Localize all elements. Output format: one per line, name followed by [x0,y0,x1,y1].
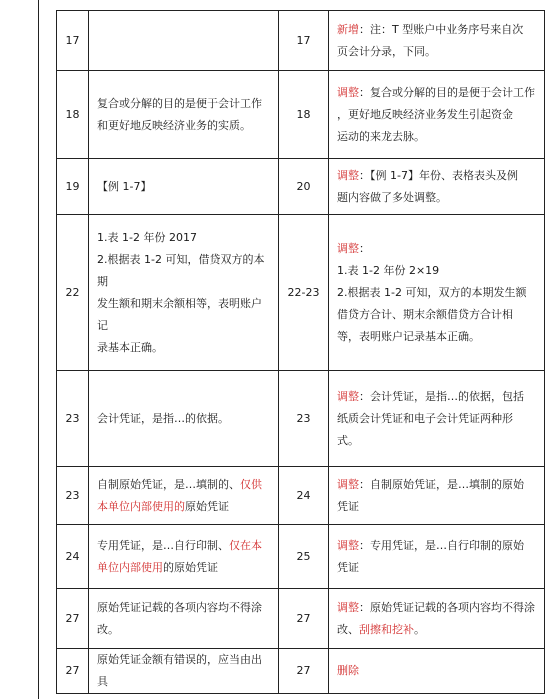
old-content [89,649,279,694]
new-content-line: ：自制原始凭证，是…填制的原始 [359,477,524,491]
new-content-segment: 。 [414,622,425,636]
new-page-number: 24 [279,467,329,525]
new-content-segment: 刮擦和挖补 [359,622,414,636]
change-label: 调整 [337,600,359,614]
new-content-line: 借贷方合计、期末余额借贷方合计相 [337,307,513,321]
new-content-line: 运动的来龙去脉。 [337,129,425,143]
new-content-line: 页会计分录，下同。 [337,44,436,58]
old-content [89,589,279,649]
old-content [89,11,279,71]
change-label: 调整 [337,538,359,552]
old-content-segment: 专用凭证，是…自行印制、 [97,538,229,552]
old-content-line: 录基本正确。 [97,340,163,354]
old-content-segment: 仅供本单位内部使用的 [97,477,262,513]
change-label: 调整 [337,477,359,491]
new-content-line: 式。 [337,433,359,447]
new-content-line: 等，表明账户记录基本正确。 [337,329,480,343]
old-page-number: 23 [57,467,89,525]
new-content-line: 1.表 1-2 年份 2×19 [337,263,440,277]
old-content-segment: 自制原始凭证，是…填制的、 [97,477,240,491]
new-page-number: 23 [279,371,329,467]
old-content [89,215,279,371]
change-label: 调整 [337,241,359,255]
change-label: 新增 [337,22,359,36]
new-content [329,215,545,371]
revision-table [56,10,545,694]
old-content-line: 2.根据表 1-2 可知，借贷双方的本期 [97,252,265,288]
left-margin-line [38,0,39,699]
new-content-line: 2.根据表 1-2 可知，双方的本期发生额 [337,285,527,299]
new-content-line: 题内容做了多处调整。 [337,190,447,204]
old-page-number: 24 [57,525,89,589]
new-content-line: ：专用凭证，是…自行印制的原始 [359,538,524,552]
old-page-number: 17 [57,11,89,71]
new-content [329,159,545,215]
old-content-line: 【例 1-7】 [97,179,152,193]
table-row [57,525,545,589]
new-page-number: 27 [279,649,329,694]
table-row [57,467,545,525]
table-row [57,215,545,371]
old-content [89,525,279,589]
table-row [57,371,545,467]
table-row [57,159,545,215]
old-content-line: 复合或分解的目的是便于会计工作 [97,96,262,110]
table-row [57,649,545,694]
old-content [89,159,279,215]
new-content-line: ：【例 1-7】年份、表格表头及例 [359,168,518,182]
new-content-line: 凭证 [337,499,359,513]
new-content [329,649,545,694]
old-content-line: 会计凭证，是指…的依据。 [97,411,229,425]
old-content-line: 1.表 1-2 年份 2017 [97,230,197,244]
new-page-number: 27 [279,589,329,649]
new-content [329,371,545,467]
new-page-number: 22-23 [279,215,329,371]
old-content [89,371,279,467]
table-row [57,71,545,159]
new-page-number: 17 [279,11,329,71]
change-label: 调整 [337,85,359,99]
old-page-number: 23 [57,371,89,467]
new-page-number: 18 [279,71,329,159]
new-page-number: 25 [279,525,329,589]
new-content [329,525,545,589]
old-page-number: 22 [57,215,89,371]
old-content-segment: 原始凭证 [185,499,229,513]
old-content-line: 原始凭证记载的各项内容均不得涂 [97,600,262,614]
new-content-line: ：注：T 型账户中业务序号来自次 [359,22,524,36]
table-row [57,11,545,71]
old-page-number: 19 [57,159,89,215]
new-content-line: ： [359,241,370,255]
old-content-line: 和更好地反映经济业务的实质。 [97,118,251,132]
new-page-number: 20 [279,159,329,215]
new-content-line: ：复合或分解的目的是便于会计工作 [359,85,535,99]
old-content-line: 发生额和期末余额相等，表明账户记 [97,296,262,332]
old-content-line: 原始凭证金额有错误的，应当由出具 [97,653,262,688]
old-content [89,71,279,159]
old-content-segment: 的原始凭证 [163,560,218,574]
old-content-segment: 仅在本单位内部使用 [97,538,262,574]
old-content-line: 改。 [97,622,119,636]
old-page-number: 27 [57,649,89,694]
change-label: 删除 [337,664,359,677]
new-content-line: ：会计凭证，是指…的依据，包括 [359,389,524,403]
new-content [329,11,545,71]
old-page-number: 18 [57,71,89,159]
change-label: 调整 [337,168,359,182]
new-content [329,71,545,159]
old-page-number: 27 [57,589,89,649]
new-content-line: ，更好地反映经济业务发生引起资金 [337,107,513,121]
change-label: 调整 [337,389,359,403]
new-content [329,589,545,649]
old-content [89,467,279,525]
new-content [329,467,545,525]
table-row [57,589,545,649]
new-content-segment: ：原始凭证记载的各项内容均不得涂改、 [337,600,535,636]
new-content-line: 凭证 [337,560,359,574]
new-content-line: 纸质会计凭证和电子会计凭证两种形 [337,411,513,425]
